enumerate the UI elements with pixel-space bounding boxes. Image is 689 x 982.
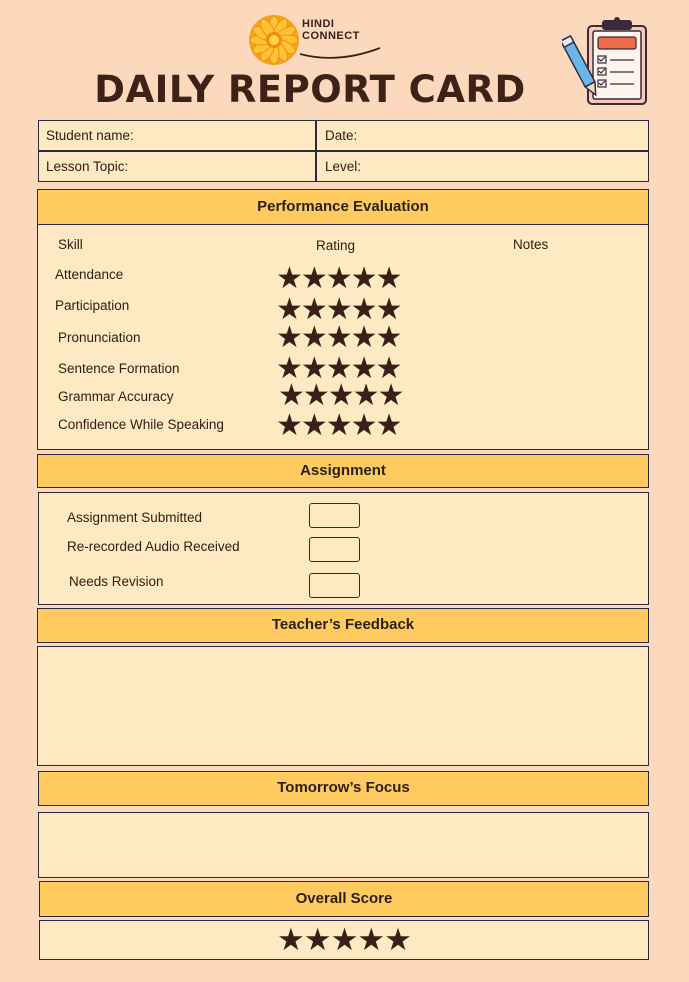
skill-label: Confidence While Speaking (58, 417, 224, 432)
overall-score-heading: Overall Score (39, 881, 649, 917)
focus-heading: Tomorrow’s Focus (38, 771, 649, 806)
star-rating[interactable]: ★★★★★ (276, 320, 401, 355)
needs-revision-label: Needs Revision (69, 574, 164, 589)
performance-heading: Performance Evaluation (37, 189, 649, 225)
clipboard-checklist-icon (562, 16, 652, 108)
brand-line-1: HINDI (302, 18, 335, 30)
star-rating[interactable]: ★★★★★ (276, 261, 401, 296)
skill-label: Pronunciation (58, 330, 141, 345)
rating-column-header: Rating (316, 238, 356, 253)
skill-label: Attendance (55, 267, 124, 282)
date-field[interactable]: Date: (325, 128, 358, 143)
lesson-topic-field[interactable]: Lesson Topic: (46, 159, 129, 174)
star-rating[interactable]: ★★★★★ (276, 292, 401, 327)
star-rating[interactable]: ★★★★★ (278, 378, 403, 413)
swoosh-decoration (298, 44, 382, 60)
brand-name (302, 18, 360, 42)
skill-label: Sentence Formation (58, 361, 180, 376)
skill-label: Participation (55, 298, 130, 313)
focus-box[interactable] (38, 812, 649, 878)
overall-star-rating[interactable]: ★★★★★ (277, 922, 411, 958)
feedback-box[interactable] (37, 646, 649, 766)
flower-emblem-icon (248, 14, 300, 66)
notes-column-header: Notes (513, 237, 549, 252)
feedback-heading: Teacher’s Feedback (37, 608, 649, 643)
star-rating[interactable]: ★★★★★ (276, 351, 401, 386)
star-rating[interactable]: ★★★★★ (276, 408, 401, 443)
assignment-submitted-checkbox[interactable] (309, 503, 360, 528)
assignment-heading: Assignment (37, 454, 649, 488)
needs-revision-checkbox[interactable] (309, 573, 360, 598)
assignment-submitted-label: Assignment Submitted (67, 510, 203, 525)
brand-line-2: CONNECT (302, 30, 360, 42)
audio-received-checkbox[interactable] (309, 537, 360, 562)
skill-label: Grammar Accuracy (58, 389, 174, 404)
page-title: DAILY REPORT CARD (94, 68, 526, 111)
audio-received-label: Re-recorded Audio Received (67, 539, 240, 554)
skill-column-header: Skill (58, 237, 83, 252)
student-name-field[interactable]: Student name: (46, 128, 134, 143)
level-field[interactable]: Level: (325, 159, 362, 174)
